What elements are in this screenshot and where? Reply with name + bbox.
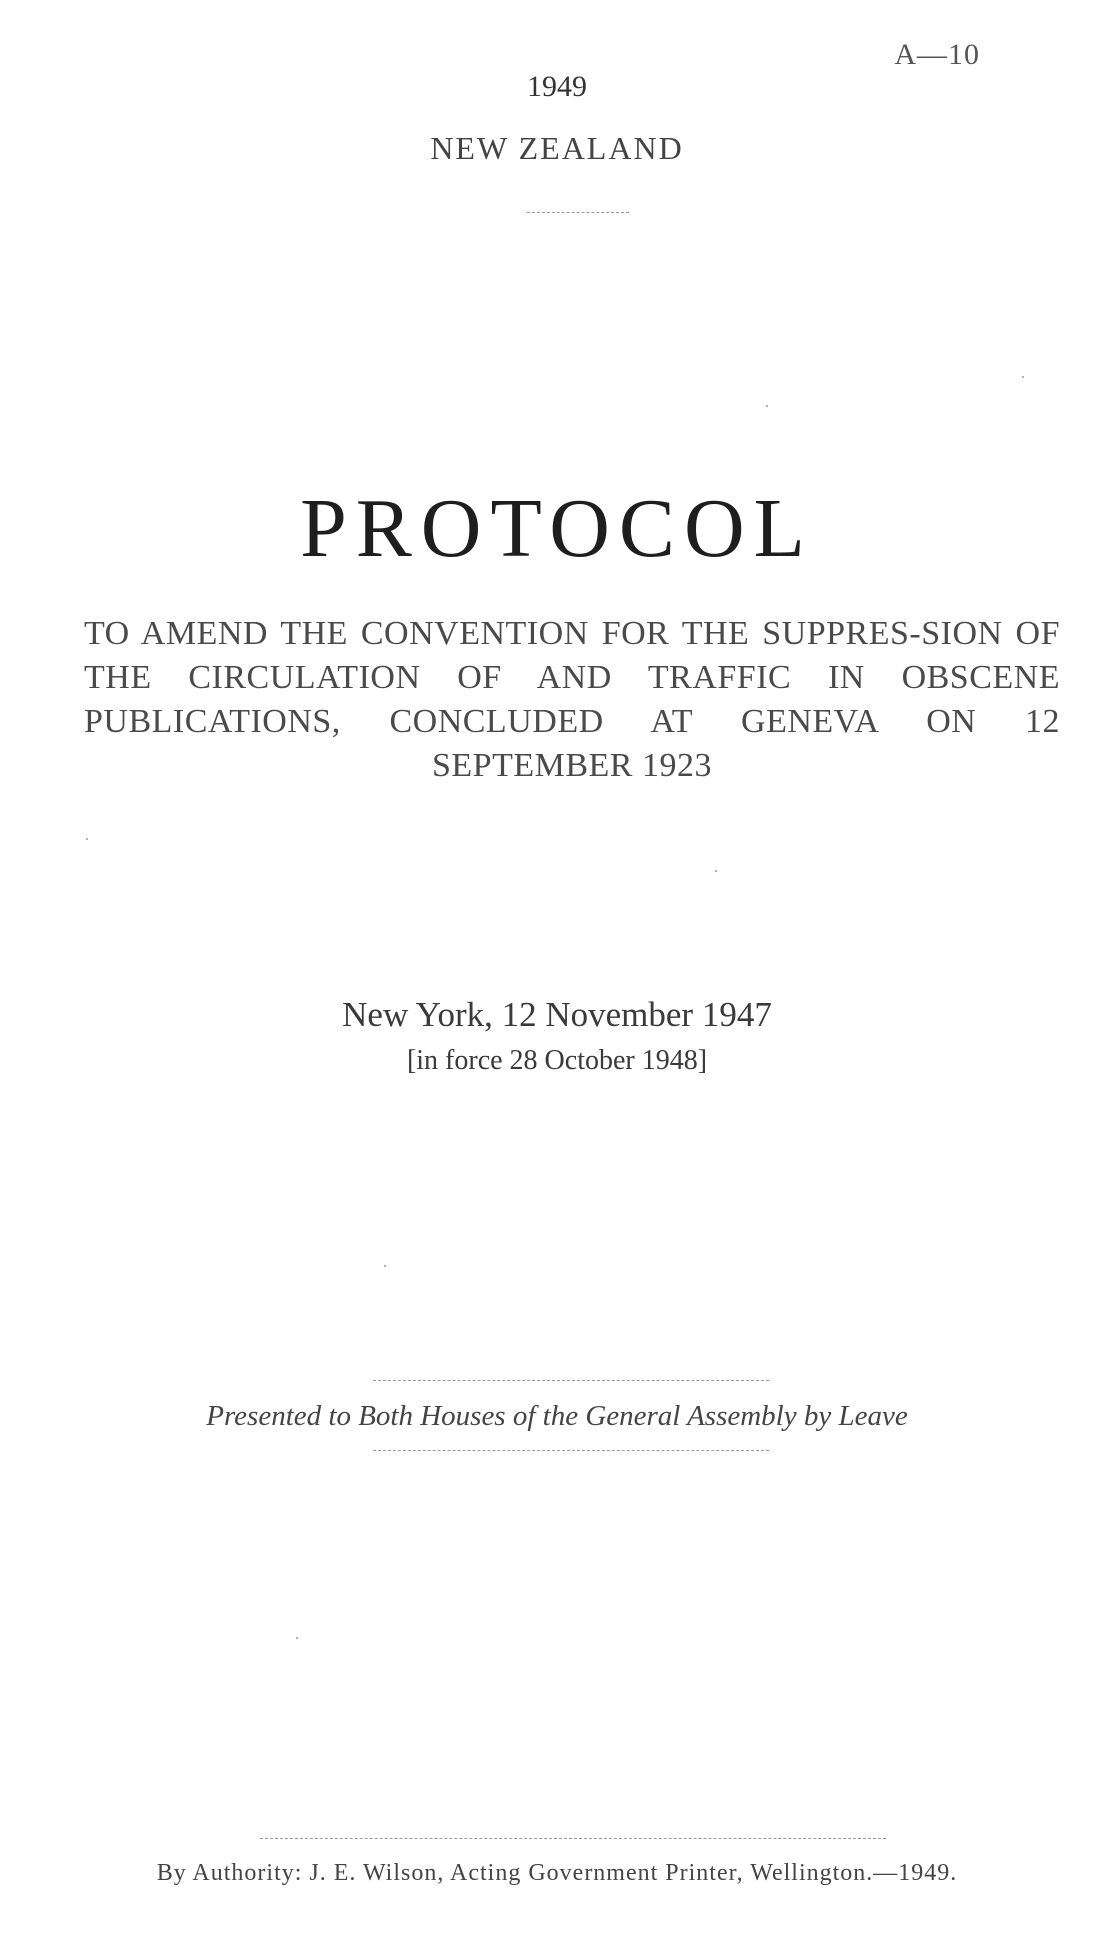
document-year: 1949 [527, 70, 587, 103]
scan-speck [715, 870, 717, 872]
presentation-note: Presented to Both Houses of the General Assembly by Leave [206, 1400, 908, 1432]
paper-reference: A—10 [894, 38, 980, 71]
scan-speck [296, 1637, 298, 1639]
document-title: PROTOCOL [300, 482, 814, 575]
scan-speck [86, 838, 88, 840]
top-divider [527, 212, 629, 213]
document-subtitle: TO AMEND THE CONVENTION FOR THE SUPPRES-SION OF THE CIRCULATION OF AND TRAFFIC IN OBSCENE PUBLICATIONS, CONCLUDED AT GENEVA ON 12 SEPTEMBER 1923 [84, 615, 1060, 784]
scan-speck [384, 1265, 386, 1267]
country-heading: NEW ZEALAND [430, 130, 684, 166]
scan-speck [1022, 376, 1024, 378]
presentation-divider-bottom [373, 1450, 769, 1451]
imprint-divider [260, 1838, 886, 1839]
in-force-date: [in force 28 October 1948] [406, 1045, 708, 1076]
signing-place-date: New York, 12 November 1947 [342, 995, 772, 1034]
printer-imprint: By Authority: J. E. Wilson, Acting Government Printer, Wellington.—1949. [156, 1860, 958, 1886]
presentation-divider-top [373, 1380, 769, 1381]
scan-speck [766, 405, 768, 407]
